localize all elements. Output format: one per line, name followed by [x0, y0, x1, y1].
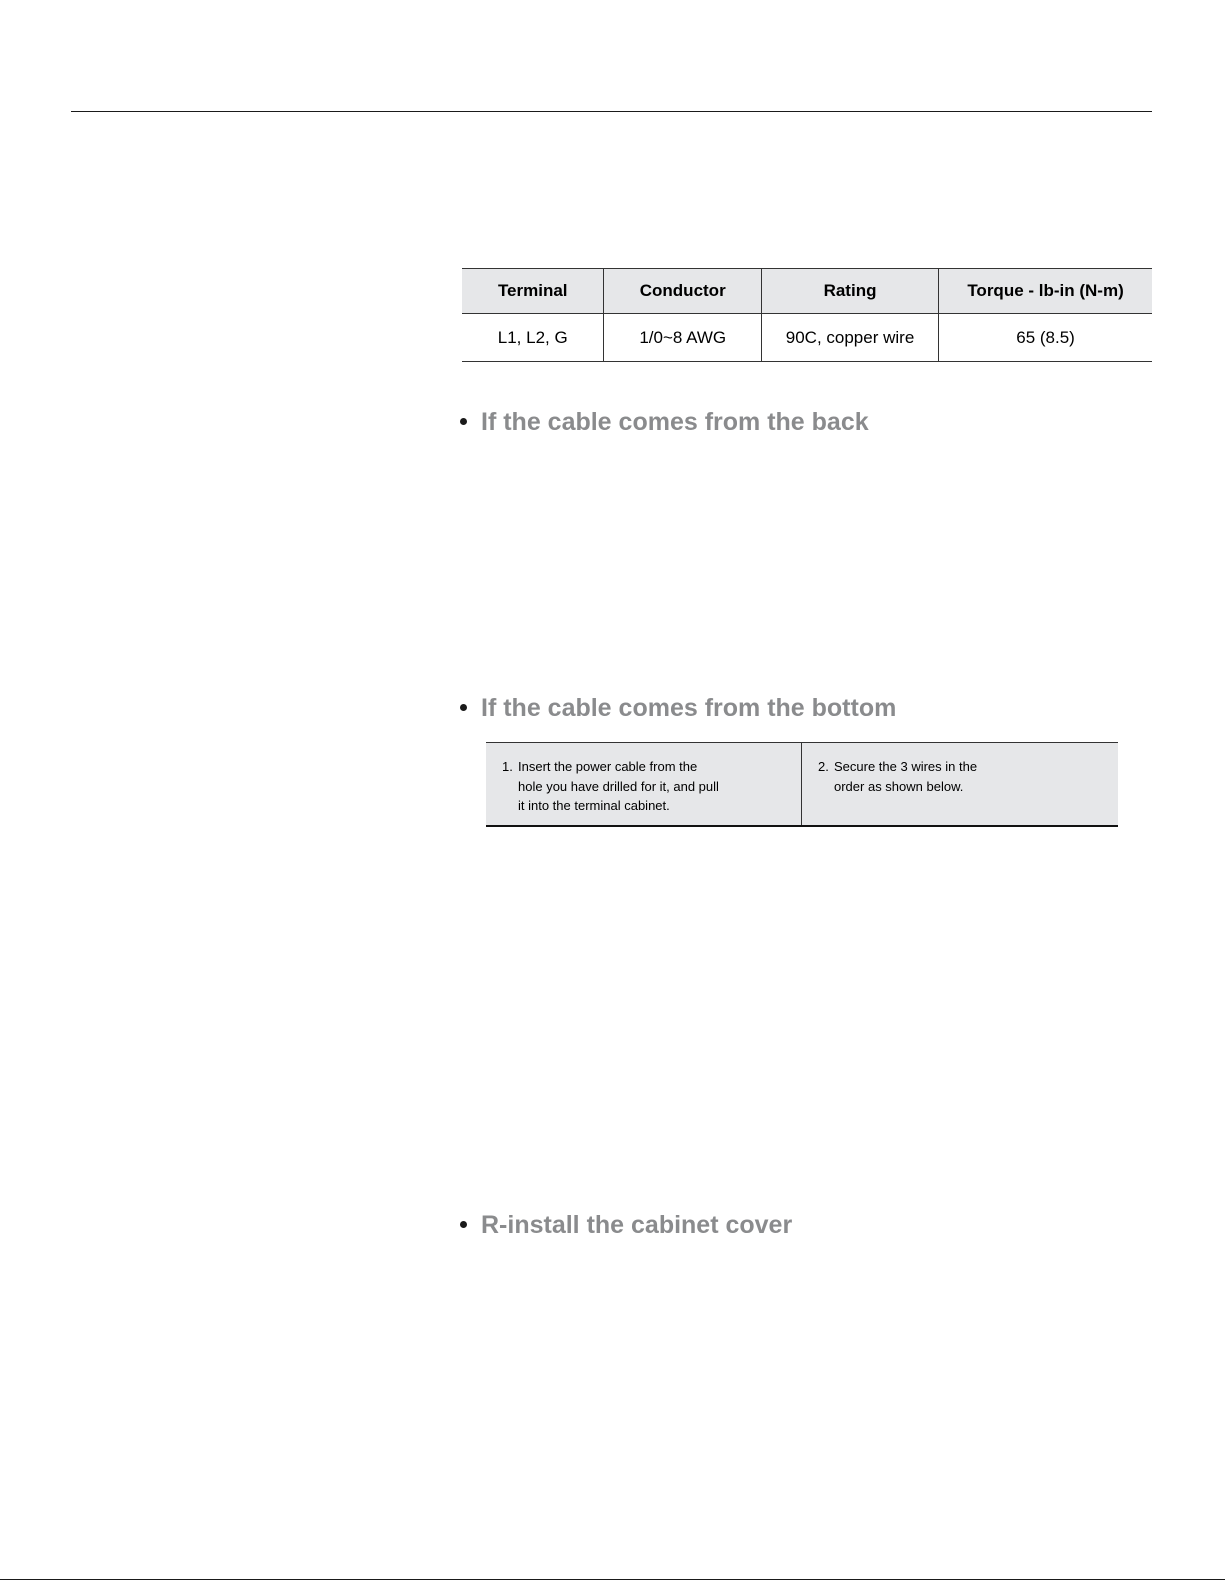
step-text: Insert the power cable from the hole you have drilled for it, and pull it into the terminal cabinet. [518, 759, 719, 813]
bullet-icon [460, 418, 467, 425]
step-text: Secure the 3 wires in the order as shown below. [834, 759, 978, 794]
table-row [462, 314, 1152, 362]
step-number: 1. [502, 759, 513, 774]
section-heading-cover-label: R-install the cabinet cover [481, 1211, 793, 1239]
section-heading-back-label: If the cable comes from the back [481, 408, 869, 436]
section-heading-bottom [460, 694, 896, 723]
section-heading-cover [460, 1211, 792, 1240]
installation-steps [486, 742, 1118, 827]
table-header-row [462, 269, 1152, 314]
bullet-icon [460, 1221, 467, 1228]
section-heading-back [460, 408, 869, 437]
column-header-conductor: Conductor [604, 269, 761, 314]
cell-torque: 65 (8.5) [939, 314, 1152, 362]
bullet-icon [460, 704, 467, 711]
column-header-torque: Torque - lb-in (N-m) [939, 269, 1152, 314]
cell-rating: 90C, copper wire [761, 314, 938, 362]
step-1 [486, 743, 802, 825]
header-divider [71, 111, 1152, 112]
column-header-terminal: Terminal [462, 269, 604, 314]
step-number: 2. [818, 759, 829, 774]
section-heading-bottom-label: If the cable comes from the bottom [481, 694, 897, 722]
wire-spec-table [462, 268, 1152, 362]
cell-terminal: L1, L2, G [462, 314, 604, 362]
column-header-rating: Rating [761, 269, 938, 314]
cell-conductor: 1/0~8 AWG [604, 314, 761, 362]
step-2 [802, 743, 1118, 825]
footer-divider [0, 1579, 1225, 1580]
